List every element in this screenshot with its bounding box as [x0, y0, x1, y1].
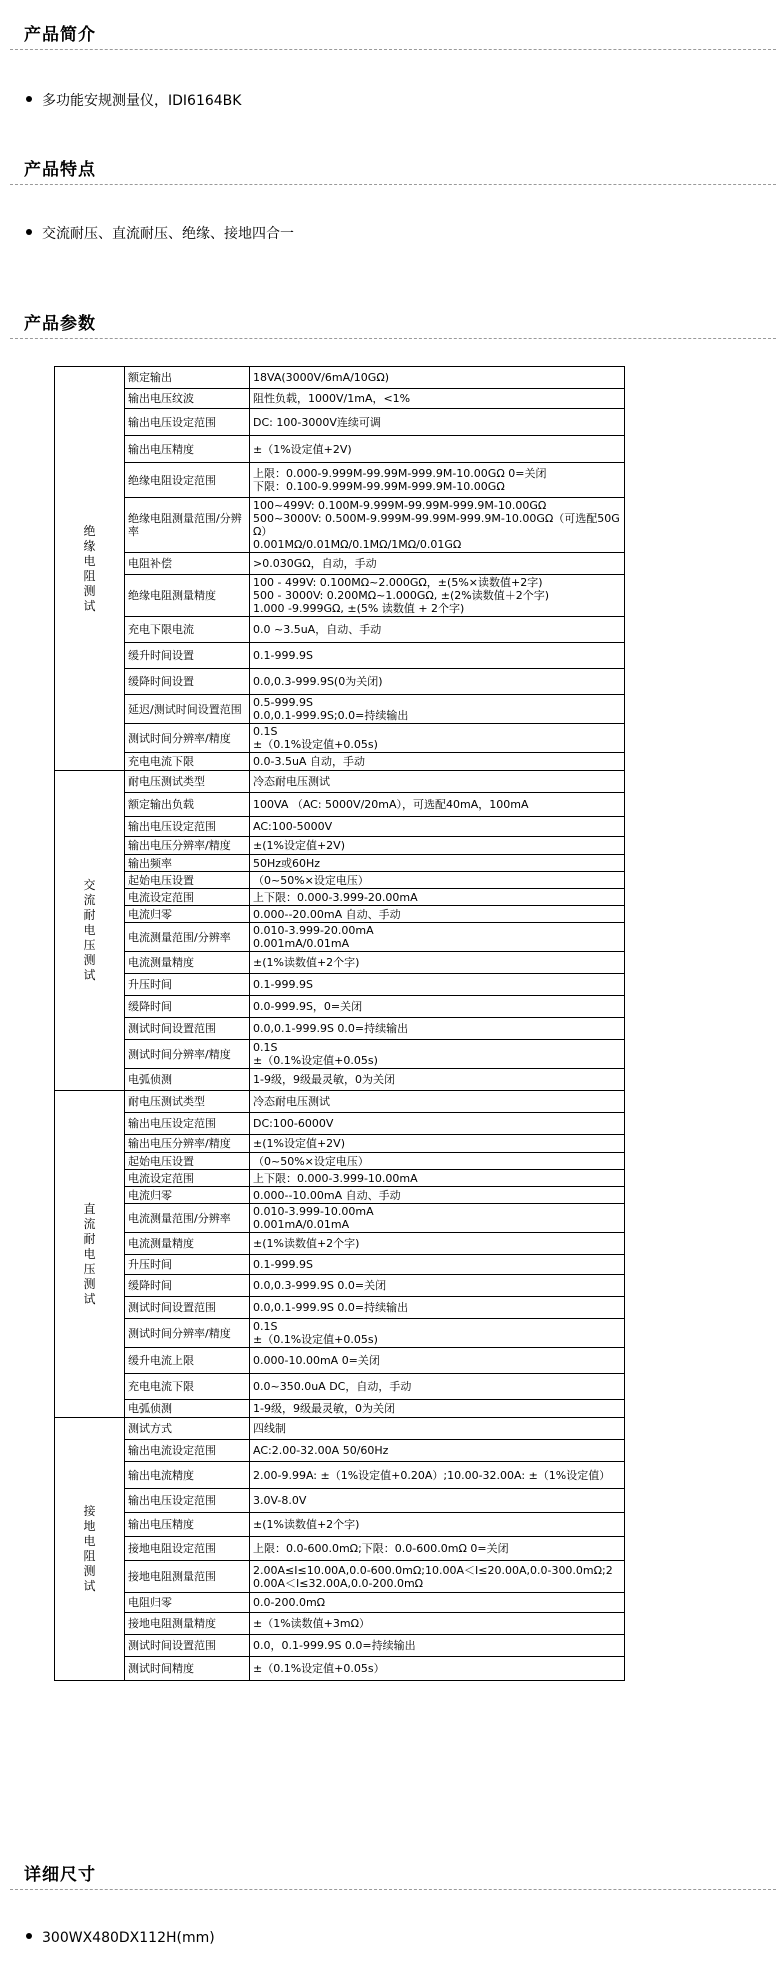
- table-row: [55, 1489, 625, 1513]
- section-title: 详细尺寸: [24, 1865, 96, 1885]
- param-value: ±(1%设定值+2V): [250, 837, 625, 855]
- table-row: [55, 1319, 625, 1348]
- table-row: [55, 1593, 625, 1613]
- param-name: 缓升时间设置: [125, 643, 250, 669]
- table-row: [55, 1513, 625, 1537]
- param-name: 输出电压设定范围: [125, 1489, 250, 1513]
- param-name: 额定输出: [125, 367, 250, 389]
- table-row: [55, 1275, 625, 1297]
- table-row: [55, 837, 625, 855]
- param-value: 0.1S ±（0.1%设定值+0.05s): [250, 724, 625, 753]
- param-value: 0.0~350.0uA DC，自动，手动: [250, 1374, 625, 1400]
- bullet-dot-icon: [26, 229, 32, 235]
- table-row: [55, 409, 625, 436]
- bullet-dot-icon: [26, 96, 32, 102]
- features-bullet: [26, 224, 294, 244]
- param-name: 电弧侦测: [125, 1069, 250, 1091]
- table-row: [55, 553, 625, 575]
- table-row: [55, 1113, 625, 1135]
- table-row: [55, 1613, 625, 1635]
- bullet-dot-icon: [26, 1933, 32, 1939]
- table-row: [55, 724, 625, 753]
- table-row: [55, 952, 625, 974]
- table-row: [55, 498, 625, 553]
- param-value: 3.0V-8.0V: [250, 1489, 625, 1513]
- param-name: 绝缘电阻测量范围/分辨率: [125, 498, 250, 553]
- table-row: [55, 1635, 625, 1657]
- table-row: [55, 1018, 625, 1040]
- table-row: [55, 436, 625, 463]
- param-name: 缓升电流上限: [125, 1348, 250, 1374]
- table-row: [55, 923, 625, 952]
- param-name: 输出电压分辨率/精度: [125, 1135, 250, 1153]
- param-value: 0.0,0.1-999.9S 0.0=持续输出: [250, 1018, 625, 1040]
- table-row: [55, 1204, 625, 1233]
- param-name: 起始电压设置: [125, 872, 250, 889]
- param-name: 接地电阻测量范围: [125, 1561, 250, 1593]
- param-name: 输出电流设定范围: [125, 1440, 250, 1462]
- param-value: ±(1%读数值+2个字): [250, 952, 625, 974]
- table-row: [55, 793, 625, 817]
- param-value: 上下限：0.000-3.999-20.00mA: [250, 889, 625, 906]
- param-value: ±（1%读数值+3mΩ）: [250, 1613, 625, 1635]
- param-value: 1-9级，9级最灵敏，0为关闭: [250, 1400, 625, 1418]
- table-row: [55, 1297, 625, 1319]
- table-row: [55, 974, 625, 996]
- table-row: [55, 1091, 625, 1113]
- section-intro-header: [0, 20, 776, 50]
- param-value: 0.0-3.5uA 自动，手动: [250, 753, 625, 771]
- table-row: [55, 1537, 625, 1561]
- param-name: 缓降时间设置: [125, 669, 250, 695]
- param-value: 0.010-3.999-20.00mA 0.001mA/0.01mA: [250, 923, 625, 952]
- param-name: 电流测量精度: [125, 1233, 250, 1255]
- param-value: 18VA(3000V/6mA/10GΩ): [250, 367, 625, 389]
- param-value: 0.0,0.3-999.9S(0为关闭): [250, 669, 625, 695]
- param-name: 测试时间分辨率/精度: [125, 724, 250, 753]
- param-value: 上下限：0.000-3.999-10.00mA: [250, 1170, 625, 1187]
- table-row: [55, 389, 625, 409]
- param-name: 耐电压测试类型: [125, 771, 250, 793]
- table-row: [55, 1135, 625, 1153]
- param-name: 输出电流精度: [125, 1462, 250, 1489]
- param-value: 0.1S ±（0.1%设定值+0.05s): [250, 1040, 625, 1069]
- table-row: [55, 1233, 625, 1255]
- table-row: [55, 1040, 625, 1069]
- section-features-header: [0, 155, 776, 185]
- param-name: 电流归零: [125, 906, 250, 923]
- table-row: [55, 1153, 625, 1170]
- param-value: ±(1%设定值+2V): [250, 1135, 625, 1153]
- param-value: 上限：0.0-600.0mΩ;下限：0.0-600.0mΩ 0=关闭: [250, 1537, 625, 1561]
- table-row: [55, 889, 625, 906]
- table-row: [55, 872, 625, 889]
- param-name: 额定输出负载: [125, 793, 250, 817]
- param-name: 升压时间: [125, 974, 250, 996]
- table-row: [55, 643, 625, 669]
- param-value: 0.0，0.1-999.9S 0.0=持续输出: [250, 1635, 625, 1657]
- param-value: 0.000--10.00mA 自动、手动: [250, 1187, 625, 1204]
- param-value: 0.1-999.9S: [250, 1255, 625, 1275]
- table-row: [55, 575, 625, 617]
- param-name: 电流测量精度: [125, 952, 250, 974]
- param-value: 0.000-10.00mA 0=关闭: [250, 1348, 625, 1374]
- param-name: 测试时间精度: [125, 1657, 250, 1681]
- param-value: 0.5-999.9S 0.0,0.1-999.9S;0.0=持续输出: [250, 695, 625, 724]
- param-value: 2.00A≤I≤10.00A,0.0-600.0mΩ;10.00A＜I≤20.00A,0.0-300.0mΩ;20.00A＜I≤32.00A,0.0-200.0mΩ: [250, 1561, 625, 1593]
- param-name: 输出电压纹波: [125, 389, 250, 409]
- param-name: 输出电压设定范围: [125, 817, 250, 837]
- group-label: [55, 1418, 125, 1681]
- param-name: 耐电压测试类型: [125, 1091, 250, 1113]
- param-name: 绝缘电阻设定范围: [125, 463, 250, 498]
- table-row: [55, 1561, 625, 1593]
- section-title: 产品特点: [24, 160, 96, 180]
- param-value: 0.1-999.9S: [250, 643, 625, 669]
- group-label: [55, 771, 125, 1091]
- table-row: [55, 1440, 625, 1462]
- param-name: 缓降时间: [125, 996, 250, 1018]
- param-name: 电流设定范围: [125, 889, 250, 906]
- group-label-text: 绝缘电阻测试: [83, 523, 96, 613]
- param-name: 延迟/测试时间设置范围: [125, 695, 250, 724]
- table-row: [55, 367, 625, 389]
- param-name: 升压时间: [125, 1255, 250, 1275]
- table-row: [55, 1418, 625, 1440]
- dashed-divider: [10, 184, 776, 185]
- param-name: 接地电阻测量精度: [125, 1613, 250, 1635]
- table-row: [55, 1255, 625, 1275]
- param-value: 0.000--20.00mA 自动、手动: [250, 906, 625, 923]
- group-label-text: 直流耐电压测试: [83, 1201, 96, 1306]
- intro-bullet: [26, 91, 241, 111]
- table-row: [55, 1400, 625, 1418]
- param-name: 电流归零: [125, 1187, 250, 1204]
- param-name: 测试方式: [125, 1418, 250, 1440]
- table-row: [55, 1374, 625, 1400]
- param-name: 绝缘电阻测量精度: [125, 575, 250, 617]
- table-row: [55, 817, 625, 837]
- table-row: [55, 753, 625, 771]
- param-value: 50Hz或60Hz: [250, 855, 625, 872]
- param-name: 输出电压精度: [125, 436, 250, 463]
- table-row: [55, 1170, 625, 1187]
- param-value: 0.1-999.9S: [250, 974, 625, 996]
- param-name: 测试时间设置范围: [125, 1018, 250, 1040]
- spec-table: [54, 366, 625, 1681]
- param-name: 电流设定范围: [125, 1170, 250, 1187]
- param-value: 0.0,0.1-999.9S 0.0=持续输出: [250, 1297, 625, 1319]
- param-name: 测试时间分辨率/精度: [125, 1319, 250, 1348]
- table-row: [55, 1069, 625, 1091]
- param-value: （0~50%×设定电压）: [250, 1153, 625, 1170]
- group-label: [55, 1091, 125, 1418]
- table-row: [55, 617, 625, 643]
- param-value: ±(1%读数值+2个字): [250, 1233, 625, 1255]
- param-value: ±(1%读数值+2个字): [250, 1513, 625, 1537]
- param-name: 充电电流下限: [125, 1374, 250, 1400]
- param-name: 输出频率: [125, 855, 250, 872]
- table-row: [55, 996, 625, 1018]
- group-label-text: 接地电阻测试: [83, 1504, 96, 1593]
- param-value: 0.0-999.9S，0=关闭: [250, 996, 625, 1018]
- param-value: 0.0 ~3.5uA，自动、手动: [250, 617, 625, 643]
- param-value: DC:100-6000V: [250, 1113, 625, 1135]
- param-value: 上限：0.000-9.999M-99.99M-999.9M-10.00GΩ 0=关闭 下限：0.100-9.999M-99.99M-999.9M-10.00GΩ: [250, 463, 625, 498]
- param-name: 充电电流下限: [125, 753, 250, 771]
- param-name: 测试时间设置范围: [125, 1635, 250, 1657]
- table-row: [55, 1657, 625, 1681]
- param-name: 充电下限电流: [125, 617, 250, 643]
- param-name: 电阻归零: [125, 1593, 250, 1613]
- param-value: 冷态耐电压测试: [250, 1091, 625, 1113]
- param-value: 2.00-9.99A: ±（1%设定值+0.20A）;10.00-32.00A: ±（1%设定值）: [250, 1462, 625, 1489]
- table-row: [55, 1462, 625, 1489]
- param-value: 冷态耐电压测试: [250, 771, 625, 793]
- param-value: ±（0.1%设定值+0.05s）: [250, 1657, 625, 1681]
- param-value: 100 - 499V: 0.100MΩ~2.000GΩ，±(5%×读数值+2字) 500 - 3000V: 0.200MΩ~1.000GΩ, ±(2%读数值＋2个字) 1.000 -9.999GΩ, ±(5% 读数值 + 2个字): [250, 575, 625, 617]
- table-row: [55, 771, 625, 793]
- param-name: 电阻补偿: [125, 553, 250, 575]
- section-title: 产品参数: [24, 314, 96, 334]
- param-value: >0.030GΩ，自动，手动: [250, 553, 625, 575]
- table-row: [55, 695, 625, 724]
- features-text: 交流耐压、直流耐压、绝缘、接地四合一: [42, 226, 294, 242]
- dimensions-text: 300WX480DX112H(mm): [42, 1930, 215, 1946]
- param-value: 100VA （AC: 5000V/20mA），可选配40mA，100mA: [250, 793, 625, 817]
- param-name: 输出电压设定范围: [125, 409, 250, 436]
- param-name: 输出电压分辨率/精度: [125, 837, 250, 855]
- section-params-header: [0, 309, 776, 339]
- table-row: [55, 1348, 625, 1374]
- param-name: 输出电压设定范围: [125, 1113, 250, 1135]
- param-value: 0.0,0.3-999.9S 0.0=关闭: [250, 1275, 625, 1297]
- param-name: 测试时间设置范围: [125, 1297, 250, 1319]
- param-value: AC:100-5000V: [250, 817, 625, 837]
- param-value: DC: 100-3000V连续可调: [250, 409, 625, 436]
- section-title: 产品简介: [24, 25, 96, 45]
- param-name: 接地电阻设定范围: [125, 1537, 250, 1561]
- param-name: 起始电压设置: [125, 1153, 250, 1170]
- param-name: 缓降时间: [125, 1275, 250, 1297]
- group-label: [55, 367, 125, 771]
- table-row: [55, 669, 625, 695]
- param-value: 阻性负载，1000V/1mA，<1%: [250, 389, 625, 409]
- param-name: 电弧侦测: [125, 1400, 250, 1418]
- param-name: 输出电压精度: [125, 1513, 250, 1537]
- intro-text: 多功能安规测量仪，IDI6164BK: [42, 93, 242, 109]
- param-value: ±（1%设定值+2V): [250, 436, 625, 463]
- param-value: 0.0-200.0mΩ: [250, 1593, 625, 1613]
- dashed-divider: [10, 1889, 776, 1890]
- param-value: 0.010-3.999-10.00mA 0.001mA/0.01mA: [250, 1204, 625, 1233]
- param-name: 电流测量范围/分辨率: [125, 923, 250, 952]
- group-label-text: 交流耐电压测试: [83, 878, 96, 982]
- param-value: 0.1S ±（0.1%设定值+0.05s): [250, 1319, 625, 1348]
- table-row: [55, 906, 625, 923]
- dimensions-bullet: [26, 1928, 215, 1948]
- table-row: [55, 1187, 625, 1204]
- dashed-divider: [10, 49, 776, 50]
- param-value: 四线制: [250, 1418, 625, 1440]
- param-value: （0~50%×设定电压）: [250, 872, 625, 889]
- param-name: 测试时间分辨率/精度: [125, 1040, 250, 1069]
- param-value: 100~499V: 0.100M-9.999M-99.99M-999.9M-10.00GΩ 500~3000V: 0.500M-9.999M-99.99M-999.9M-10.00GΩ（可选配50GΩ） 0.001MΩ/0.01MΩ/0.1MΩ/1MΩ/0.01GΩ: [250, 498, 625, 553]
- section-dimensions-header: [0, 1860, 776, 1890]
- param-value: 1-9级，9级最灵敏，0为关闭: [250, 1069, 625, 1091]
- param-name: 电流测量范围/分辨率: [125, 1204, 250, 1233]
- param-value: AC:2.00-32.00A 50/60Hz: [250, 1440, 625, 1462]
- table-row: [55, 855, 625, 872]
- dashed-divider: [10, 338, 776, 339]
- table-row: [55, 463, 625, 498]
